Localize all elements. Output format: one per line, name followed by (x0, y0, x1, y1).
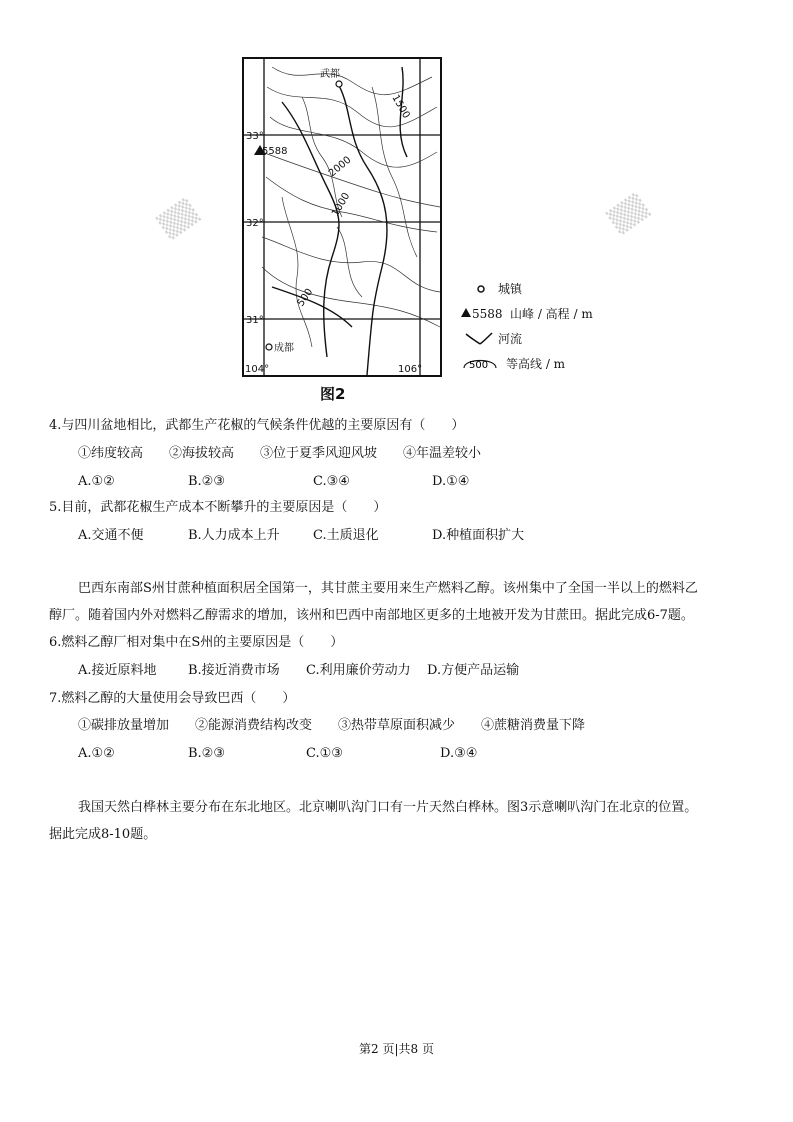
legend-peak: 5588 山峰 / 高程 / m (460, 305, 593, 322)
contour-500: 500 (295, 286, 316, 309)
option-d: D.③④ (440, 746, 478, 761)
svg-text:500: 500 (469, 359, 489, 371)
option-a: A.①② (78, 746, 115, 761)
option-c: C.③④ (313, 474, 350, 489)
question-stem: 7.燃料乙醇的大量使用会导致巴西（ ） (49, 691, 296, 706)
option-a: A.①② (78, 474, 115, 489)
watermark: ▒▒ (155, 196, 202, 242)
legend-contour: 500 等高线 / m (460, 355, 565, 372)
option-a: A.交通不便 (78, 528, 144, 543)
peak-label: 5588 (262, 146, 288, 157)
figure-caption: 图2 (320, 385, 346, 403)
option-d: D.种植面积扩大 (432, 528, 525, 543)
topographic-map (242, 57, 442, 377)
contour-icon (460, 356, 500, 372)
lon-106: 106° (398, 364, 423, 375)
question-stem: 4.与四川盆地相比，武都生产花椒的气候条件优越的主要原因有（ ） (49, 418, 465, 433)
map-legend (460, 280, 610, 380)
option-a: A.接近原料地 (78, 663, 157, 678)
option-b: B.②③ (188, 746, 225, 761)
option-c: C.①③ (306, 746, 343, 761)
legend-town: 城镇 (460, 280, 522, 297)
lon-104: 104° (245, 364, 270, 375)
town-icon (460, 281, 498, 297)
page-footer: 第2 页|共8 页 (359, 1042, 434, 1056)
watermark: ▒▒ (605, 191, 652, 237)
peak-icon (460, 306, 472, 318)
passage-line: 醇厂。随着国内外对燃料乙醇需求的增加，该州和巴西中南部地区更多的土地被开发为甘蔗田。据此完成6-7题。 (49, 608, 694, 623)
question-stem: 6.燃料乙醇厂相对集中在S州的主要原因是（ ） (49, 635, 344, 650)
legend-river: 河流 (460, 330, 522, 347)
option-d: D.方便产品运输 (427, 663, 520, 678)
city-wudu: 武都 (320, 69, 340, 80)
contour-1000: 1000 (330, 190, 353, 219)
river-icon (460, 331, 498, 347)
option-d: D.①④ (432, 474, 470, 489)
passage-line: 据此完成8-10题。 (49, 827, 157, 842)
city-chengdu: 成都 (274, 343, 294, 354)
contour-1500: 1500 (389, 93, 412, 121)
passage-line: 我国天然白桦林主要分布在东北地区。北京喇叭沟门口有一片天然白桦林。图3示意喇叭沟门在北京的位置。 (78, 800, 698, 815)
option-c: C.土质退化 (313, 528, 379, 543)
question-statements: ①纬度较高 ②海拔较高 ③位于夏季风迎风坡 ④年温差较小 (78, 446, 482, 461)
lat-31: 31° (246, 315, 264, 326)
question-stem: 5.目前，武都花椒生产成本不断攀升的主要原因是（ ） (49, 500, 387, 515)
option-b: B.接近消费市场 (188, 663, 280, 678)
passage-line: 巴西东南部S州甘蔗种植面积居全国第一，其甘蔗主要用来生产燃料乙醇。该州集中了全国一半以上的燃料乙 (78, 581, 698, 596)
lat-33: 33° (246, 131, 264, 142)
option-b: B.②③ (188, 474, 225, 489)
question-statements: ①碳排放量增加 ②能源消费结构改变 ③热带草原面积减少 ④蔗糖消费量下降 (78, 718, 586, 733)
lat-32: 32° (246, 218, 264, 229)
contour-2000: 2000 (326, 154, 354, 180)
option-c: C.利用廉价劳动力 (306, 663, 411, 678)
option-b: B.人力成本上升 (188, 528, 280, 543)
